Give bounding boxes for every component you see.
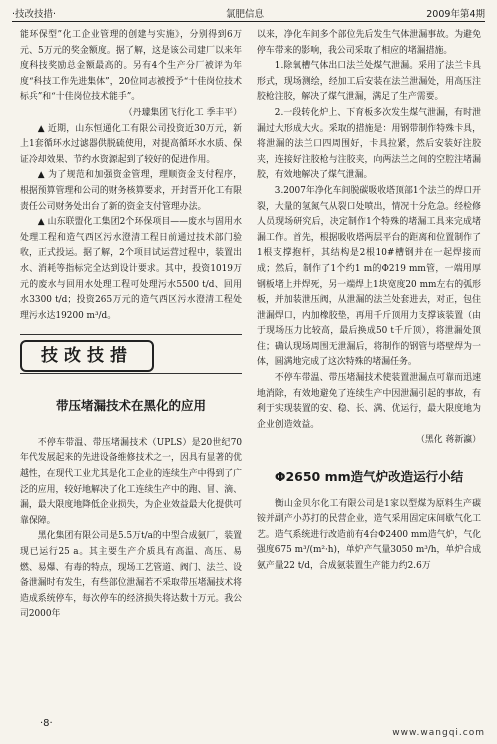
page-header: [12, 4, 485, 22]
watermark: www.wangqi.com: [392, 728, 485, 738]
article-paragraph: 不停车带温、带压堵漏技术（UPLS）是20世纪70年代发展起来的先进设备维修技术之一，因具有显著的优越性，在现代工业尤其是化工企业的连续生产中得到了广泛的应用，较好地解决了化工连续生产中的跑、冒、滴、漏，最大限度地降低企业损失，为企业效益最大化提供可靠保障。: [20, 437, 242, 526]
article-paragraph: 1.除氧槽气体出口法兰处煤气泄漏。采用了法兰卡具形式，现场测绘，经加工后安装在法兰泄漏处，用高压注胶枪注胶，解决了煤气泄漏，满足了生产需要。: [257, 61, 481, 103]
article-paragraph: 不停车带温、带压堵漏技术使装置泄漏点可靠而迅速地消除，有效地避免了连续生产中因泄漏引起的事故，有利于实现装置的安、稳、长、满、优运行，最大限度地为企业创造效益。: [257, 373, 481, 430]
article-paragraph: 以来，净化车间多个部位先后发生气体泄漏事故。为避免停车带来的影响，我公司采取了相应的堵漏措施。: [257, 30, 481, 56]
journal-name: 氯肥信息: [226, 9, 265, 20]
news-paragraph: ▲ 为了规范和加强资金管理，理顺资金支付程序，根据预算管理和公司的财务核算要求，开封晋开化工有限责任公司财务处出台了新的资金支付管理办法。: [20, 170, 242, 212]
issue-label: 2009年第4期: [426, 9, 485, 20]
article-paragraph: 黑化集团有限公司是5.5万t/a的中型合成氨厂，装置现已运行25 a。其主要生产介质具有高温、高压、易燃、易爆、有毒的特点，现场工艺管道、阀门、法兰、设备泄漏时有发生，有些部位泄漏若不采取带压堵漏技术将造成系统停车，每次停车的经济损失将达数十万元。我公司2000年: [20, 531, 242, 620]
section-banner-title: 技改技措: [20, 340, 154, 372]
section-label: ·技改技措·: [12, 9, 57, 20]
news-paragraph: ▲ 山东联盟化工集团2个环保项目——废水与固用水处理工程和造气西区污水澄清工程日前通过技术部门验收，正式投运。据了解，2个项目试运营过程中，装置出水、消耗等指标完全达到设计要求。其中，投资1019万元的废水与回用水处理工程可处理污水5500 t/d、回用水3300 t/d；投资265万元的造气西区污水澄清工程处理污水达19200 m³/d。: [20, 217, 242, 321]
right-column: [257, 28, 481, 575]
news-paragraph: ▲ 近期，山东恒通化工有限公司投资近30万元，新上1套循环水过滤器供脱硫使用，对提高循环水水质、保证冷却效果、节约水资源起到了较好的促进作用。: [20, 123, 242, 165]
article2-paragraph: 衡山金贝尔化工有限公司是1家以型煤为原料生产碳铵并副产小苏打的民营企业，造气采用固定床间歇气化工艺。造气系统进行改造前有4台Φ2400 mm造气炉，气化强度675 m³/(m²·h)，单炉产气量3050 m³/h，单炉合成氨产量22 t/d，合成氨装置生产能力约2.6万: [257, 498, 481, 571]
header-rule: [12, 21, 485, 22]
section-banner: [20, 334, 242, 374]
news-signature: （丹璩集团飞行化工 季丰平）: [123, 107, 242, 118]
news-paragraph: 能环保型”化工企业管理的创建与实施》，分别得到6万元、5万元的奖金额度。据了解，这是该公司建厂以来年度科技奖励总金额最高的。另有4个生产分厂被评为年度“科技工作先进集体”，20位同志被授予“十佳岗位技术标兵”和“十佳岗位技术能手”。: [20, 30, 242, 103]
article2-title: Φ2650 mm造气炉改造运行小结: [274, 469, 464, 485]
article-signature: （黑化 蒋新瀛）: [416, 435, 481, 446]
article-paragraph: 3.2007年净化车间脱碳吸收塔顶部1个法兰的焊口开裂，大量的氢氮气从裂口处喷出，情况十分危急。经检修人员现场研究后，决定制作1个特殊的堵漏工具来完成堵漏工作。首先，根据吸收塔两层平台的距离和位置制作了1根支撑抱杆，其结构是2根10#槽钢并在一起焊接而成；然后，制作了1个约1 m的Φ219 mm管，一端用厚钢板堵上并焊死，另一端焊上1块宽度20 mm左右的弧形板，并加装泄压阀，从泄漏的法兰处套进去，对正，包住泄漏焊口，内加橡胶垫，再用千斤顶用力支撑该装置（由于现场压力比较高，最后换成50 t千斤顶），将泄漏处顶住；确认现场周围无泄漏后，将制作的钢管与塔壁焊为一体，圆满地完成了这次特殊的堵漏任务。: [257, 185, 481, 368]
article-title: 带压堵漏技术在黑化的应用: [55, 398, 206, 414]
page-number: ·8·: [40, 718, 53, 729]
article-paragraph: 2.一段转化炉上、下育板多次发生煤气泄漏，有时泄漏过大形成大火。采取的措施是：用钢带制作特殊卡具，将泄漏的法兰口四周围好，卡具拉紧，然后安装好注胶夹，连接好注胶枪与注胶夹，向两法兰之间的空腔注堵漏胶，有效地解决了煤气泄漏。: [257, 107, 481, 181]
left-column: [20, 28, 242, 623]
